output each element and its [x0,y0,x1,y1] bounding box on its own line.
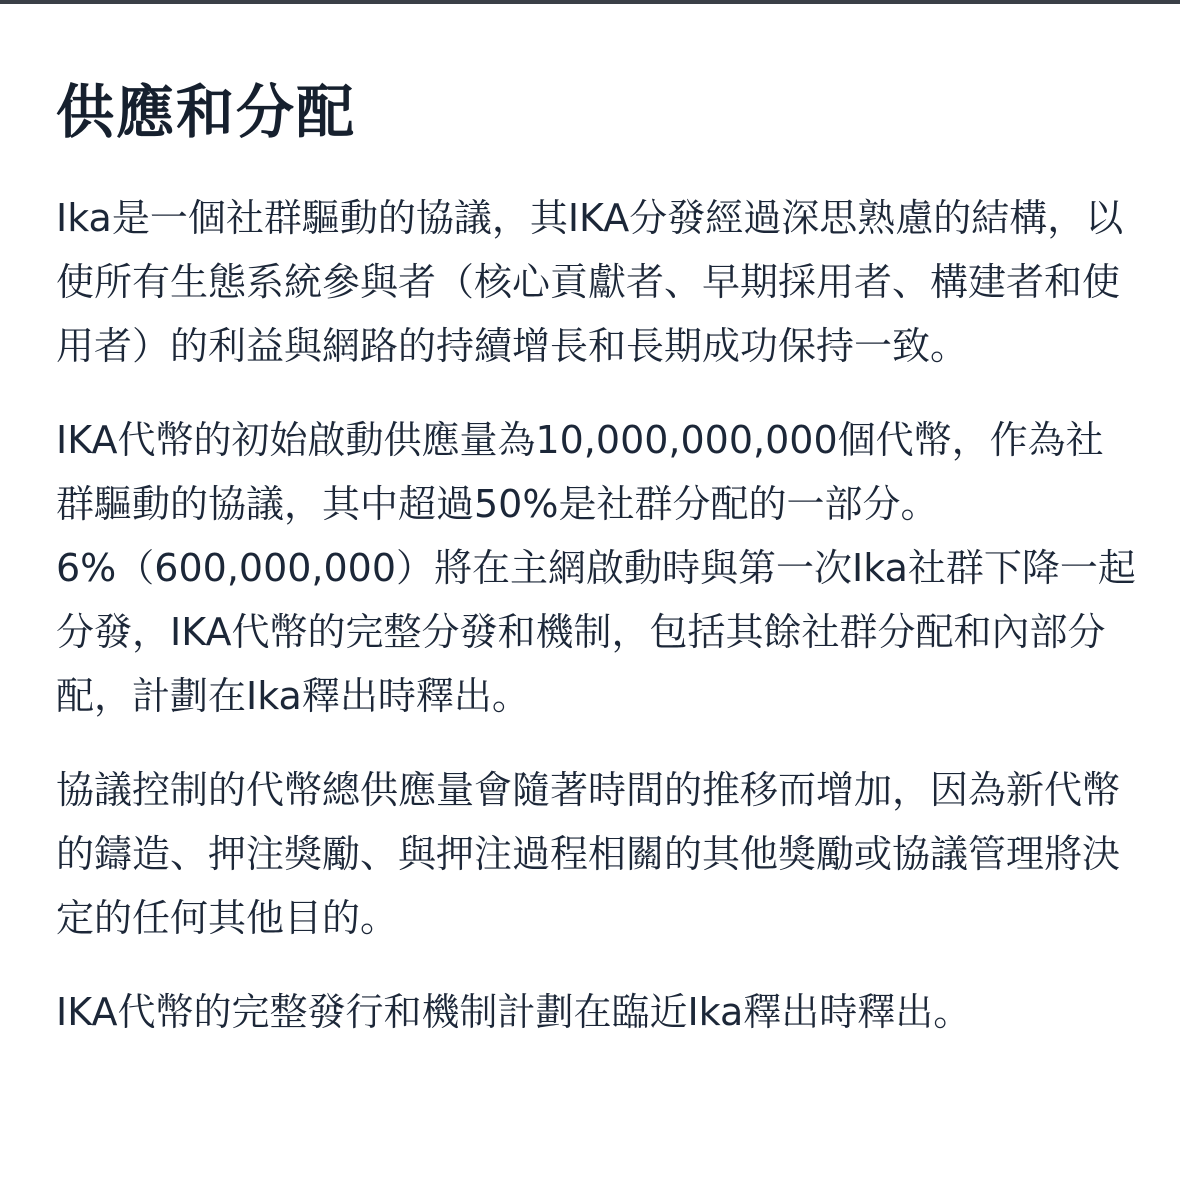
paragraph-release-plan: IKA代幣的完整發行和機制計劃在臨近Ika釋出時釋出。 [56,990,972,1034]
article-body [56,72,1136,1044]
paragraph-community-protocol: Ika是一個社群驅動的協議，其IKA分發經過深思熟慮的結構，以使所有生態系統參與者（核心貢獻者、早期採用者、構建者和使用者）的利益與網路的持續增長和長期成功保持一致。 [56,196,1124,368]
top-divider [0,0,1180,4]
page-title: 供應和分配 [56,78,357,146]
paragraph-supply-growth: 協議控制的代幣總供應量會隨著時間的推移而增加，因為新代幣的鑄造、押注獎勵、與押注過程相關的其他獎勵或協議管理將決定的任何其他目的。 [56,768,1121,940]
paragraph-initial-supply: IKA代幣的初始啟動供應量為10,000,000,000個代幣，作為社群驅動的協議，其中超過50%是社群分配的一部分。6%（600,000,000）將在主網啟動時與第一次Ika社群下降一起分發，IKA代幣的完整分發和機制，包括其餘社群分配和內部分配，計劃在Ika釋出時釋出。 [56,418,1136,718]
